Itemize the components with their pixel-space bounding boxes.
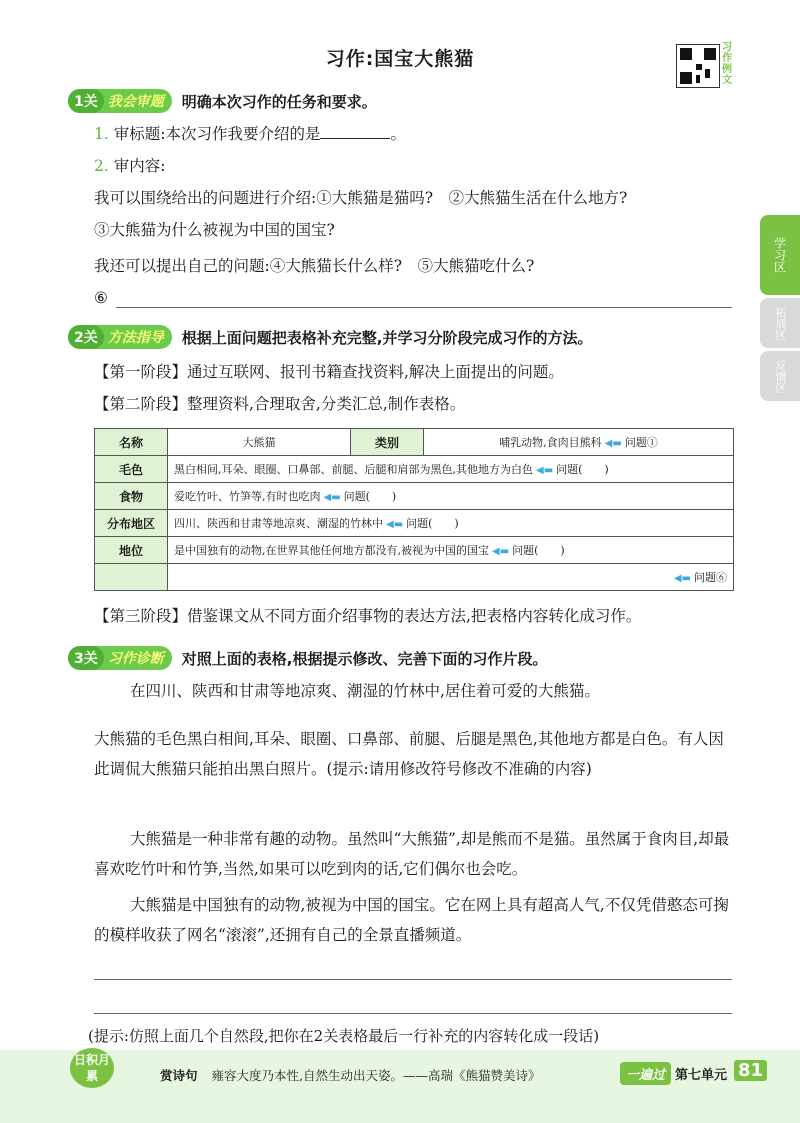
section-2-header bbox=[68, 324, 592, 350]
question-6-answer-line[interactable] bbox=[116, 306, 732, 308]
table-head-blank[interactable] bbox=[95, 564, 168, 591]
section-1-badge: 1关 我会审题 bbox=[68, 89, 172, 113]
qr-code[interactable] bbox=[676, 44, 720, 88]
table-cell-status: 是中国独有的动物,在世界其他任何地方都没有,被视为中国的国宝 ◀▬ 问题( ) bbox=[168, 537, 734, 564]
questions-line-3: 我还可以提出自己的问题:④大熊猫长什么样? ⑤大熊猫吃什么? bbox=[94, 257, 535, 275]
title-answer-blank[interactable] bbox=[320, 124, 390, 139]
arrow-left-icon: ◀▬ bbox=[604, 438, 622, 449]
paragraph-4: 大熊猫是中国独有的动物,被视为中国的国宝。它在网上具有超高人气,不仅凭借憨态可掬的模样收获了网名“滚滚”,还拥有自己的全景直播频道。 bbox=[94, 896, 729, 944]
table-row bbox=[95, 537, 734, 564]
questions-line-2: ③大熊猫为什么被视为中国的国宝? bbox=[94, 221, 335, 239]
table-head-category: 类别 bbox=[351, 429, 424, 456]
table-head-name: 名称 bbox=[95, 429, 168, 456]
section-3-heading: 对照上面的表格,根据提示修改、完善下面的习作片段。 bbox=[181, 649, 548, 668]
table-head-fur: 毛色 bbox=[95, 456, 168, 483]
table-cell-category: 哺乳动物,食肉目熊科 ◀▬ 问题① bbox=[424, 429, 734, 456]
table-row bbox=[95, 456, 734, 483]
side-tab-extend[interactable]: 拓展区 bbox=[760, 298, 800, 348]
paragraph-3: 大熊猫是一种非常有趣的动物。虽然叫“大熊猫”,却是熊而不是猫。虽然属于食肉目,却最喜欢吃竹叶和竹笋,当然,如果可以吃到肉的话,它们偶尔也会吃。 bbox=[94, 830, 730, 878]
section-1-heading: 明确本次习作的任务和要求。 bbox=[181, 92, 377, 111]
paragraph-1: 在四川、陕西和甘肃等地凉爽、潮湿的竹林中,居住着可爱的大熊猫。 bbox=[130, 682, 600, 700]
writing-hint: (提示:仿照上面几个自然段,把你在2关表格最后一行补充的内容转化成一段话) bbox=[88, 1027, 600, 1045]
table-row bbox=[95, 483, 734, 510]
item-2: 2. 审内容: bbox=[94, 157, 166, 175]
stage-3: 【第三阶段】借鉴课文从不同方面介绍事物的表达方法,把表格内容转化成习作。 bbox=[94, 607, 642, 625]
side-tab-feedback[interactable]: 反馈区 bbox=[760, 351, 800, 401]
footer-band bbox=[0, 1050, 800, 1123]
section-1-header bbox=[68, 88, 377, 114]
footer-badge: 日积月累 bbox=[70, 1048, 114, 1088]
question-6-label: ⑥ bbox=[94, 289, 108, 307]
arrow-left-icon: ◀▬ bbox=[323, 492, 341, 503]
arrow-left-icon: ◀▬ bbox=[492, 546, 510, 557]
table-cell-region: 四川、陕西和甘肃等地凉爽、潮湿的竹林中 ◀▬ 问题( ) bbox=[168, 510, 734, 537]
arrow-left-icon: ◀▬ bbox=[536, 465, 554, 476]
footer-quote: 赏诗句 雍容大度乃本性,自然生动出天姿。——高瑞《熊猫赞美诗》 bbox=[160, 1068, 541, 1083]
page-title: 习作:国宝大熊猫 bbox=[325, 48, 475, 70]
writing-line-1[interactable] bbox=[94, 978, 732, 980]
item-1: 1. 审标题:本次习作我要介绍的是 。 bbox=[94, 125, 406, 143]
table-head-status: 地位 bbox=[95, 537, 168, 564]
questions-line-1: 我可以围绕给出的问题进行介绍:①大熊猫是猫吗? ②大熊猫生活在什么地方? bbox=[94, 189, 628, 207]
table-cell-name: 大熊猫 bbox=[168, 429, 351, 456]
qr-label: 习作例文 bbox=[722, 42, 732, 86]
section-2-badge: 2关 方法指导 bbox=[68, 325, 172, 349]
arrow-left-icon: ◀▬ bbox=[673, 573, 691, 584]
paragraph-2: 大熊猫的毛色黑白相间,耳朵、眼圈、口鼻部、前腿、后腿是黑色,其他地方都是白色。有人因此调侃大熊猫只能拍出黑白照片。(提示:请用修改符号修改不准确的内容) bbox=[94, 730, 724, 778]
section-3-header bbox=[68, 645, 547, 671]
section-2-heading: 根据上面问题把表格补充完整,并学习分阶段完成习作的方法。 bbox=[181, 328, 593, 347]
section-3-badge: 3关 习作诊断 bbox=[68, 646, 172, 670]
page-number: 81 bbox=[734, 1060, 767, 1081]
table-head-food: 食物 bbox=[95, 483, 168, 510]
table-row bbox=[95, 510, 734, 537]
table-cell-food: 爱吃竹叶、竹笋等,有时也吃肉 ◀▬ 问题( ) bbox=[168, 483, 734, 510]
unit-label: 一遍过 第七单元 bbox=[620, 1062, 727, 1085]
info-table bbox=[94, 428, 734, 591]
table-head-region: 分布地区 bbox=[95, 510, 168, 537]
side-tab-study[interactable]: 学习区 bbox=[760, 215, 800, 295]
arrow-left-icon: ◀▬ bbox=[386, 519, 404, 530]
writing-line-2[interactable] bbox=[94, 1012, 732, 1014]
table-row bbox=[95, 564, 734, 591]
table-row bbox=[95, 429, 734, 456]
table-cell-fur: 黑白相间,耳朵、眼圈、口鼻部、前腿、后腿和肩部为黑色,其他地方为白色 ◀▬ 问题( ) bbox=[168, 456, 734, 483]
stage-2: 【第二阶段】整理资料,合理取舍,分类汇总,制作表格。 bbox=[94, 395, 466, 413]
stage-1: 【第一阶段】通过互联网、报刊书籍查找资料,解决上面提出的问题。 bbox=[94, 363, 564, 381]
table-cell-blank[interactable]: ◀▬ 问题⑥ bbox=[168, 564, 734, 591]
